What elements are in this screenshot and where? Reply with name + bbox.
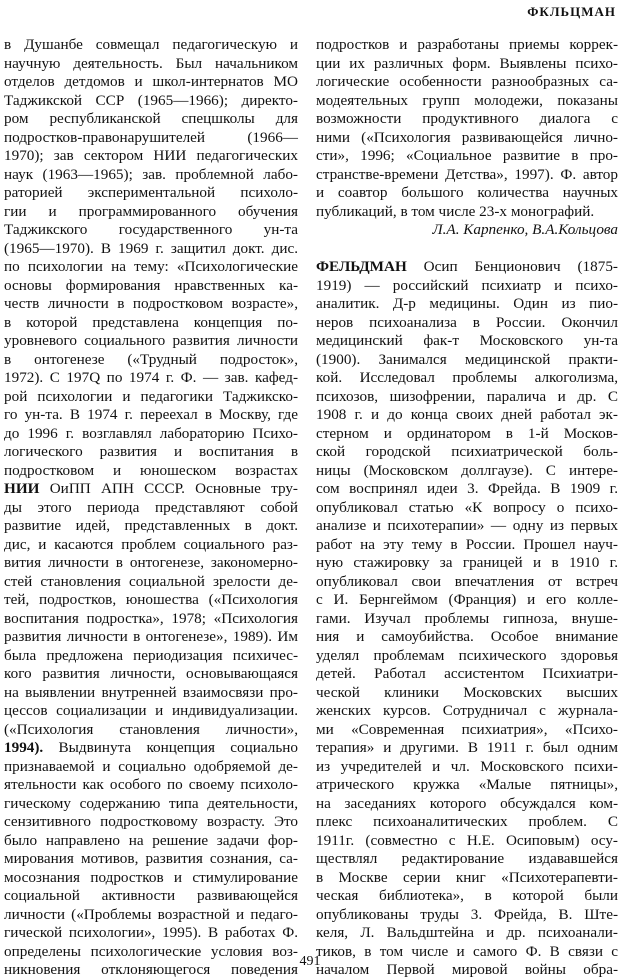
text-line: до 1996 г. возглавлял лабораторию Психо- [4, 424, 298, 442]
text-line: странстве-времени Детства», 1997). Ф. автор [316, 165, 618, 183]
text-line: рой психологии и педагогики Таджикско- [4, 387, 298, 405]
text-line: возможности продуктивного диалога с [316, 110, 618, 127]
text-line: никновения отклоняющегося поведения [4, 961, 298, 978]
text-line: модеятельных групп молодежи, показаны [316, 91, 618, 109]
text-line: психозов, шизофрении, паралича и др. С [316, 387, 618, 405]
text-line: подростков-правонарушителей (1966— [4, 128, 298, 146]
text-line: Таджикской ССР (1965—1966); директо- [4, 91, 298, 109]
text-line: стерном и ординатором в 1-й Москов- [316, 424, 618, 442]
text-line: развитие идей, представленных в докт. [4, 517, 298, 534]
text-line: Таджикского государственного ун-та [4, 221, 298, 238]
text-line: стей становления социальной зрелости де- [4, 572, 298, 590]
text-line: по психологии на тему: «Психологические [4, 258, 298, 275]
text-line: го ун-та. В 1974 г. переехал в Москву, где [4, 406, 298, 423]
text-line: 1911г. (совместно с Н.Е. Осиповым) осу- [316, 831, 618, 849]
text-line: неров психоанализа в России. Окончил [316, 313, 618, 331]
text-line [4, 480, 298, 499]
text-line: 1970); зав сектором НИИ педагогических [4, 147, 298, 164]
text-line: келя, Л. Вальдштейна и др. психоанали- [316, 924, 618, 941]
text-line: Л.А. Карпенко, В.А.Кольцова [432, 221, 618, 238]
line-rest: ОиПП АПН СССР. Основные тру- [39, 480, 298, 497]
text-line: признаваемой и социально одобряемой де- [4, 757, 298, 775]
text-line: была предложена периодизация психичес- [4, 646, 298, 664]
text-line: гии и программированного обучения [4, 202, 298, 220]
text-line: женских курсов. Сотрудничал с журнала- [316, 702, 618, 719]
text-line: и соавтор большого количества научных [316, 184, 618, 201]
text-line: атрического кружка «Малые пятницы», [316, 776, 618, 793]
text-line: началом Первой мировой войны обра- [316, 961, 618, 978]
text-line: тиков, в том числе и самого Ф. В связи с [316, 942, 618, 960]
text-line: из учредителей и чл. Московского психи- [316, 757, 618, 775]
text-line: 1908 г. и до конца своих дней работал эк- [316, 406, 618, 423]
text-line: раторией экспериментальной психоло- [4, 184, 298, 201]
text-line: ную стажировку за границей и в 1910 г. [316, 554, 618, 571]
text-line: плекс психоаналитических проблем. С [316, 813, 618, 830]
text-line: отделов детдомов и школ-интернатов МО [4, 73, 298, 90]
text-line: определены психологические условия воз- [4, 942, 298, 960]
text-line: цессов социализации и индивидуализации. [4, 702, 298, 719]
text-line: наук (1963—1965); зав. проблемной лабо- [4, 165, 298, 183]
text-line: подростковом и юношеском возрастах [4, 461, 298, 479]
text-line [316, 258, 618, 277]
right-column [316, 36, 618, 980]
text-line: кого развития личности, основывающаяся [4, 665, 298, 682]
text-line: гической психологии», 1995). В работах Ф. [4, 924, 298, 941]
text-line: ществлял редактирование издававшейся [316, 850, 618, 867]
page-number: 491 [299, 954, 321, 969]
text-line: в онтогенезе («Трудный подросток», [4, 350, 298, 368]
text-line: ской городской психиатрической боль- [316, 443, 618, 460]
text-line: вития личности в онтогенезе, закономерно- [4, 554, 298, 571]
text-line: 1919) — российский психиатр и психо- [316, 276, 618, 294]
text-line: 1972). С 197Q по 1974 г. Ф. — зав. кафед- [4, 369, 298, 386]
text-line: опубликовал свои впечатления от встреч [316, 572, 618, 590]
text-line: опубликовал статью «К вопросу о психо- [316, 498, 618, 516]
text-line: на заседаниях которого обсуждался ком- [316, 794, 618, 812]
text-line: (1965—1970). В 1969 г. защитил докт. дис. [4, 239, 298, 257]
text-line: ческая библиотека», в которой были [316, 887, 618, 904]
text-line [4, 739, 298, 758]
text-line: ними («Психология развивающейся лично- [316, 128, 618, 146]
text-line: с И. Бернгеймом (Франция) и его колле- [316, 591, 618, 608]
text-line: развития личности в онтогенезе», 1989). Им [4, 628, 298, 645]
text-line: научную деятельность. Был начальником [4, 54, 298, 72]
text-line: логические особенности разнообразных са- [316, 73, 618, 90]
text-line: публикаций, в том числе 23-х монографий. [316, 202, 595, 220]
text-line: медицинский фак-т Московского ун-та [316, 332, 618, 349]
text-line: ятельности как особого по своему психоло- [4, 776, 298, 793]
text-line: работ на эту тему в России. Прошел науч- [316, 535, 618, 553]
text-line: кой. Исследовал проблемы алкоголизма, [316, 369, 618, 386]
text-line: воспитания подростка», 1978; «Психология [4, 609, 298, 627]
text-line: социальной активности развивающейся [4, 887, 298, 904]
text-line: тей, подростков, юношества («Психология [4, 591, 298, 608]
text-line: логического развития и воспитания в [4, 443, 298, 460]
text-line: ния и самоубийства. Особое внимание [316, 628, 618, 645]
text-line: уделял проблемам психического здоровья [316, 646, 618, 664]
text-line: честв личности в подростковом возрасте», [4, 295, 298, 312]
text-line: анализе и психотерапии» — одну из первых [316, 517, 618, 534]
left-column [4, 36, 298, 980]
bold-term: НИИ [4, 480, 40, 497]
text-line: подростков и разработаны приемы коррек- [316, 36, 618, 53]
running-head: ФКЛЬЦМАН [527, 4, 616, 19]
text-line: мирования мотивов, развития сознания, са- [4, 850, 298, 867]
text-line: мосознания подростков и стимулирование [4, 868, 298, 886]
text-line: ческой клиники Московских высших [316, 683, 618, 701]
text-line: основы формирования нравственных ка- [4, 276, 298, 294]
text-line: ды этого периода представляют собой [4, 498, 298, 516]
text-line: было направлено на решение задачи фор- [4, 831, 298, 849]
text-line: гами. Изучал проблемы гипноза, внуше- [316, 609, 618, 627]
text-line: в которой представлена концепция по- [4, 313, 298, 331]
text-line: опубликованы труды 3. Фрейда, В. Ште- [316, 905, 618, 923]
text-line: сти», 1996; «Социальное развитие в про- [316, 147, 618, 164]
text-line: сензитивного подростковому возрасту. Это [4, 813, 298, 830]
text-line: детей. Работал ассистентом Психиатри- [316, 665, 618, 682]
text-line: на выявлении внутренней взаимосвязи про- [4, 683, 298, 701]
text-line: ции их различных форм. Выявлены психо- [316, 54, 618, 72]
bold-term: ФЕЛЬДМАН [316, 258, 407, 275]
text-line: гическому содержанию типа деятельности, [4, 794, 298, 812]
paragraph-gap [316, 240, 618, 259]
text-line: ром республиканской спецшколы для [4, 110, 298, 127]
bold-term: 1994). [4, 739, 44, 756]
text-line: терапия» и другими. В 1911 г. был одним [316, 739, 618, 756]
text-line: сом воспринял идеи 3. Фрейда. В 1909 г. [316, 480, 618, 497]
text-line: дис, и касаются проблем социального раз- [4, 535, 298, 553]
text-line: уровневого социального развития личности [4, 332, 298, 349]
line-rest: Осип Бенционович (1875- [406, 258, 618, 275]
text-line: ницы (Московском доллгаузе). С интере- [316, 461, 618, 479]
text-line: ми «Современная психиатрия», «Психо- [316, 720, 618, 738]
text-line: аналитик. Д-р медицины. Один из пио- [316, 295, 618, 312]
text-line: («Психология становления личности», [4, 720, 298, 738]
line-rest: Выдвинута концепция социально [43, 739, 298, 756]
text-line: (1900). Занимался медицинской практи- [316, 350, 618, 368]
text-line: в Москве серии книг «Психотерапевти- [316, 868, 618, 886]
text-line: личности («Проблемы возрастной и педаго- [4, 905, 298, 923]
text-line: в Душанбе совмещал педагогическую и [4, 36, 298, 53]
